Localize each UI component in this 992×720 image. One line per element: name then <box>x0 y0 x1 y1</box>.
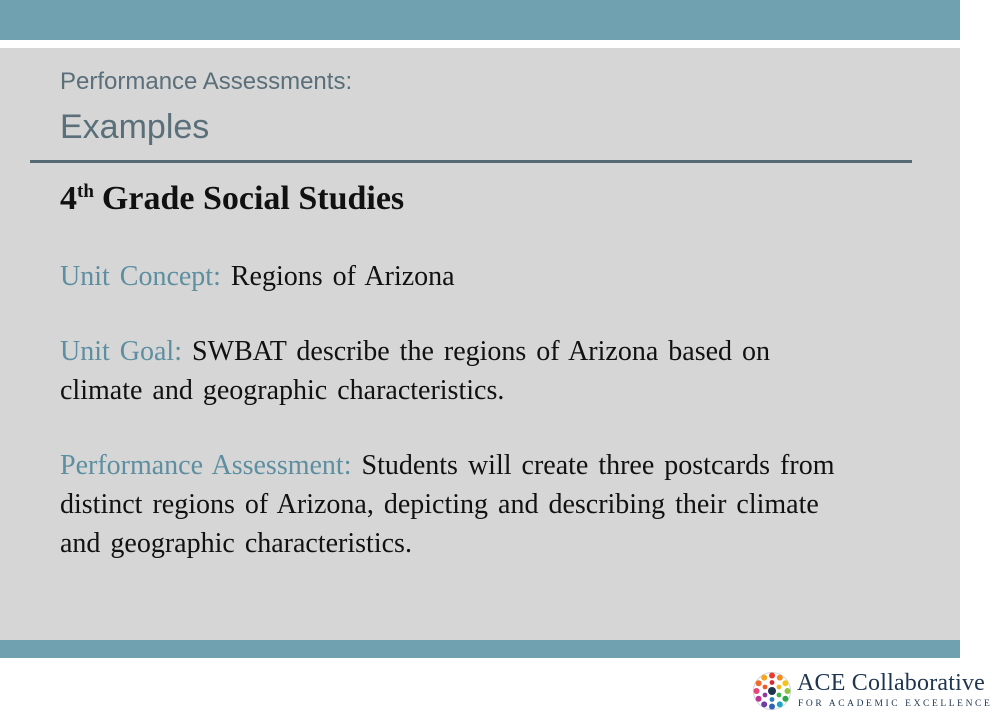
ace-collaborative-logo <box>752 670 992 712</box>
unit-goal-label: Unit Goal: <box>60 336 182 367</box>
colorful-circle-emblem-icon <box>752 671 792 711</box>
unit-concept-text: Regions of Arizona <box>230 261 455 292</box>
heading-grade-number: 4 <box>60 180 77 217</box>
logo-tagline-text: FOR ACADEMIC EXCELLENCE <box>798 699 992 709</box>
heading-ordinal-suffix: th <box>77 180 94 202</box>
title-underline-rule <box>30 160 912 163</box>
logo-name-text: ACE Collaborative <box>797 670 986 696</box>
bottom-accent-band <box>0 640 960 658</box>
slide-title: Examples <box>60 108 210 146</box>
performance-assessment-paragraph <box>60 446 860 563</box>
unit-goal-text: SWBAT describe the regions of Arizona based on climate and geographic characteristics. <box>60 336 771 406</box>
top-divider-strip <box>0 40 960 48</box>
unit-concept-paragraph <box>60 257 860 296</box>
unit-concept-label: Unit Concept: <box>60 261 221 292</box>
top-accent-band <box>0 0 960 40</box>
slide-subtitle: Performance Assessments: <box>60 68 353 95</box>
performance-assessment-label: Performance Assessment: <box>60 450 352 481</box>
performance-assessment-text: Students will create three postcards from distinct regions of Arizona, depicting and describing their climate and geographic characteristics. <box>60 450 835 559</box>
heading-subject: Grade Social Studies <box>101 180 405 217</box>
unit-goal-paragraph <box>60 332 860 410</box>
section-heading <box>60 180 404 218</box>
